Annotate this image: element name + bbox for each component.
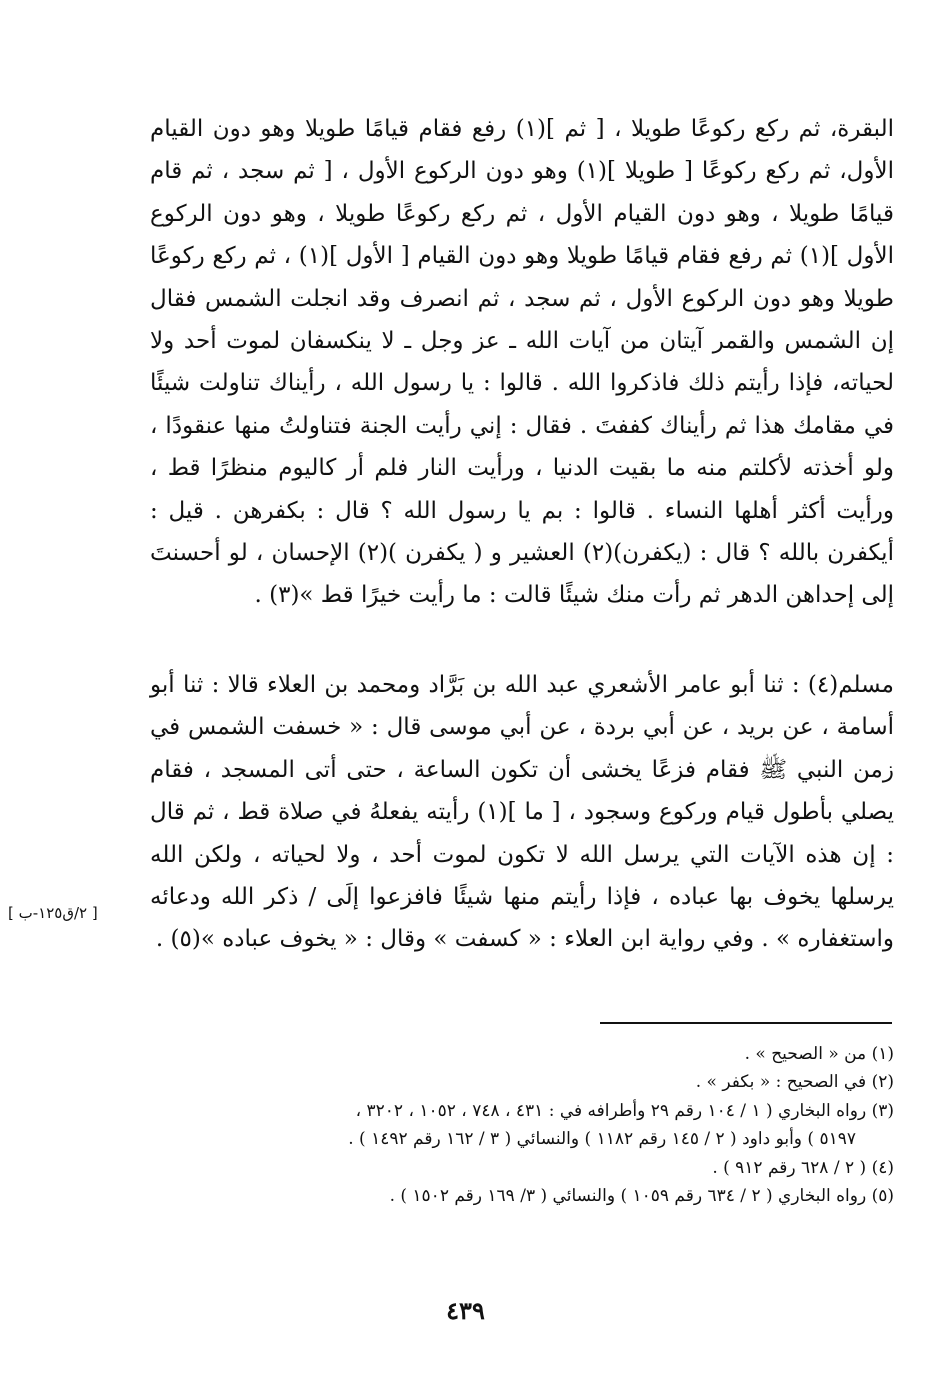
page-number: ٤٣٩ [446, 1296, 485, 1325]
manuscript-folio-marker: [ ٢/ق١٢٥-ب ] [8, 904, 98, 922]
body-paragraph-1: البقرة، ثم ركع ركوعًا طويلا ، [ ثم ](١) رفع فقام قيامًا طويلا وهو دون القيام الأول، ثم ركع ركوعًا [ طويلا ](١) وهو دون الركوع الأول ، [ ثم سجد ، ثم قام قيامًا طويلا ، وهو دون القيام الأول ، ثم ركع ركوعًا طويلا ، وهو دون الركوع الأول ](١) ثم رفع فقام قيامًا طويلا وهو دون القيام [ الأول ](١) ، ثم ركع ركوعًا طويلا وهو دون الركوع الأول ، ثم سجد ، ثم انصرف وقد انجلت الشمس فقال إن الشمس والقمر آيتان من آيات الله ـ عز وجل ـ لا ينكسفان لموت أحد ولا لحياته، فإذا رأيتم ذلك فاذكروا الله . قالوا : يا رسول الله ، رأيناك تناولت شيئًا في مقامك هذا ثم رأيناك كففتَ . فقال : إني رأيت الجنة فتناولتُ منها عنقودًا ، ولو أخذته لأكلتم منه ما بقيت الدنيا ، ورأيت النار فلم أر كاليوم منظرًا قط ، ورأيت أكثر أهلها النساء . قالوا : بم يا رسول الله ؟ قال : بكفرهن . قيل : أيكفرن بالله ؟ قال : (يكفرن)(٢) العشير و ( يكفرن )(٢) الإحسان ، لو أحسنتَ إلى إحداهن الدهر ثم رأت منك شيئًا قالت : ما رأيت خيرًا قط »(٣) . [150, 116, 894, 609]
footnote-2: (٢) في الصحيح : « بكفر » . [695, 1072, 894, 1093]
footnote-3: (٣) رواه البخاري ( ١ / ١٠٤ رقم ٢٩ وأطرافه في : ٤٣١ ، ٧٤٨ ، ١٠٥٢ ، ٣٢٠٢ ، [355, 1100, 894, 1121]
footnote-4: (٤) ( ٢ / ٦٢٨ رقم ٩١٢ ) . [712, 1157, 894, 1178]
footnote-3-continuation: ٥١٩٧ ) وأبو داود ( ٢ / ١٤٥ رقم ١١٨٢ ) والنسائي ( ٣ / ١٦٢ رقم ١٤٩٢ ) . [348, 1129, 856, 1150]
body-paragraph-2: مسلم(٤) : ثنا أبو عامر الأشعري عبد الله بن بَرَّاد ومحمد بن العلاء قالا : ثنا أبو أسامة ، عن بريد ، عن أبي بردة ، عن أبي موسى قال : « خسفت الشمس في زمن النبي ﷺ فقام فزعًا يخشى أن تكون الساعة ، حتى أتى المسجد ، فقام يصلي بأطول قيام وركوع وسجود ، [ ما ](١) رأيته يفعلهُ في صلاة قط ، ثم قال : إن هذه الآيات التي يرسل الله لا تكون لموت أحد ، ولا لحياته ، ولكن الله يرسلها يخوف بها عباده ، فإذا رأيتم منها شيئًا فافزعوا إلَى / ذكر الله ودعائه واستغفاره » . وفي رواية ابن العلاء : « كسفت » وقال : « يخوف عباده »(٥) . [150, 672, 895, 953]
footnotes-list [150, 1040, 894, 1210]
footnote-divider [600, 1022, 892, 1024]
footnote-5: (٥) رواه البخاري ( ٢ / ٦٣٤ رقم ١٠٥٩ ) والنسائي ( ٣/ ١٦٩ رقم ١٥٠٢ ) . [389, 1186, 894, 1207]
footnote-1: (١) من « الصحيح » . [744, 1044, 894, 1064]
